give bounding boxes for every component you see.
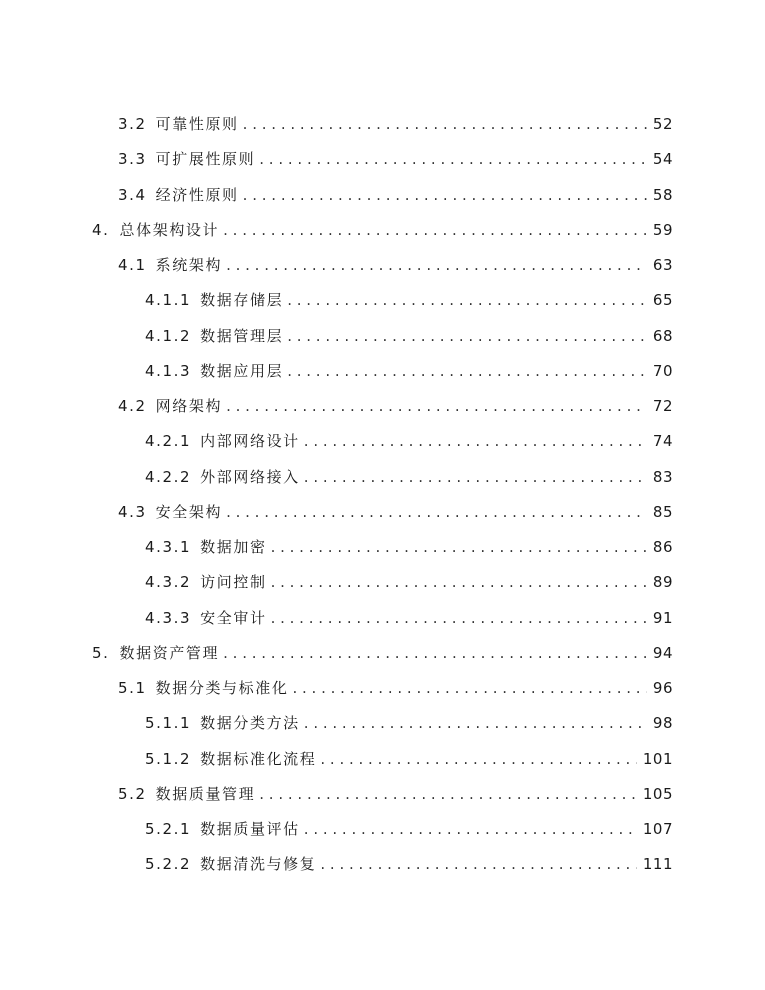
toc-entry[interactable] <box>0 283 765 318</box>
toc-entry-title: 可靠性原则 <box>155 115 239 133</box>
toc-entry-number: 3.3 <box>118 150 147 169</box>
toc-dot-leader <box>292 671 646 706</box>
toc-entry-number: 5.1 <box>118 679 147 697</box>
toc-entry[interactable] <box>0 460 765 495</box>
toc-page-number: 101 <box>642 749 673 768</box>
toc-entry-title: 数据分类与标准化 <box>155 679 289 697</box>
toc-entry-title: 数据分类方法 <box>200 714 300 733</box>
toc-entry-title: 外部网络接入 <box>200 467 300 486</box>
toc-entry-number: 5.1.2 <box>145 749 192 768</box>
toc-page-number: 65 <box>652 291 673 310</box>
toc-dot-leader <box>304 424 647 459</box>
toc-page-number: 59 <box>652 220 673 239</box>
toc-page-number: 86 <box>652 538 673 556</box>
toc-dot-leader <box>223 213 651 248</box>
toc-page-number: 70 <box>652 361 673 380</box>
toc-page-number: 72 <box>652 397 673 415</box>
toc-dot-leader <box>226 389 647 424</box>
toc-dot-leader <box>259 142 647 177</box>
toc-entry[interactable] <box>0 248 765 283</box>
toc-entry[interactable] <box>0 706 765 741</box>
toc-dot-leader <box>287 283 647 318</box>
toc-page-number: 68 <box>652 326 673 345</box>
toc-entry-number: 3.4 <box>118 185 147 204</box>
toc-entry-number: 4.2 <box>118 397 147 415</box>
toc-page-number: 85 <box>652 502 673 521</box>
toc-entry-number: 3.2 <box>118 115 147 133</box>
toc-dot-leader <box>304 460 647 495</box>
toc-entry-number: 4. <box>92 220 110 239</box>
toc-entry-title: 数据清洗与修复 <box>200 855 317 874</box>
toc-page-number: 63 <box>652 256 673 274</box>
toc-entry-title: 数据加密 <box>200 538 267 556</box>
toc-entry-number: 5.2 <box>118 784 147 803</box>
toc-entry-number: 5.2.1 <box>145 820 192 838</box>
toc-dot-leader <box>320 847 636 882</box>
toc-dot-leader <box>271 565 647 600</box>
toc-dot-leader <box>287 354 647 389</box>
toc-entry-number: 4.3 <box>118 502 147 521</box>
toc-entry-number: 4.1.1 <box>145 291 192 310</box>
toc-entry-number: 4.3.3 <box>145 608 192 627</box>
toc-page-number: 74 <box>652 432 673 451</box>
toc-entry-title: 数据应用层 <box>200 361 284 380</box>
toc-entry-title: 总体架构设计 <box>119 220 220 239</box>
toc-entry-number: 4.1 <box>118 256 147 274</box>
toc-dot-leader <box>243 107 647 142</box>
toc-entry-number: 5. <box>92 643 110 662</box>
toc-page-number: 94 <box>652 643 673 662</box>
toc-entry-number: 4.1.2 <box>145 326 192 345</box>
toc-page-number: 83 <box>652 467 673 486</box>
toc-entry[interactable] <box>0 847 765 882</box>
toc-dot-leader <box>259 777 637 812</box>
toc-page-number: 89 <box>652 573 673 592</box>
toc-entry[interactable] <box>0 565 765 600</box>
toc-entry-title: 访问控制 <box>200 573 267 592</box>
toc-entry[interactable] <box>0 495 765 530</box>
toc-entry[interactable] <box>0 354 765 389</box>
toc-entry-number: 4.3.1 <box>145 538 192 556</box>
toc-entry-title: 可扩展性原则 <box>155 150 256 169</box>
toc-page-number: 111 <box>642 855 673 874</box>
toc-page-number: 54 <box>652 150 673 169</box>
toc-entry-number: 4.1.3 <box>145 361 192 380</box>
toc-entry[interactable] <box>0 424 765 459</box>
toc-entry[interactable] <box>0 601 765 636</box>
toc-entry[interactable] <box>0 389 765 424</box>
toc-page-number: 52 <box>652 115 673 133</box>
toc-entry[interactable] <box>0 178 765 213</box>
toc-dot-leader <box>226 248 647 283</box>
toc-page-number: 91 <box>652 608 673 627</box>
toc-entry-title: 数据标准化流程 <box>200 749 317 768</box>
toc-entry[interactable] <box>0 142 765 177</box>
toc-page-number: 105 <box>642 784 673 803</box>
toc-entry[interactable] <box>0 742 765 777</box>
toc-entry[interactable] <box>0 671 765 706</box>
toc-entry-number: 5.1.1 <box>145 714 192 733</box>
toc-page-number: 98 <box>652 714 673 733</box>
toc-entry[interactable] <box>0 213 765 248</box>
toc-page-number: 96 <box>652 679 673 697</box>
toc-entry-title: 经济性原则 <box>155 185 239 204</box>
toc-dot-leader <box>271 601 647 636</box>
toc-entry-number: 4.2.1 <box>145 432 192 451</box>
toc-entry-number: 4.2.2 <box>145 467 192 486</box>
toc-entry-number: 4.3.2 <box>145 573 192 592</box>
toc-dot-leader <box>243 178 647 213</box>
toc-entry[interactable] <box>0 107 765 142</box>
toc-page-number: 107 <box>642 820 673 838</box>
toc-entry[interactable] <box>0 319 765 354</box>
toc-dot-leader <box>304 812 637 847</box>
toc-page-number: 58 <box>652 185 673 204</box>
toc-entry[interactable] <box>0 636 765 671</box>
toc-dot-leader <box>223 636 651 671</box>
toc-entry-title: 数据质量管理 <box>155 784 256 803</box>
toc-entry-title: 系统架构 <box>155 256 223 274</box>
toc-entry-title: 内部网络设计 <box>200 432 300 451</box>
table-of-contents <box>0 107 765 883</box>
toc-entry-title: 数据管理层 <box>200 326 284 345</box>
toc-entry[interactable] <box>0 812 765 847</box>
toc-entry-title: 数据存储层 <box>200 291 284 310</box>
toc-entry-title: 数据资产管理 <box>119 643 220 662</box>
toc-entry[interactable] <box>0 777 765 812</box>
toc-entry-number: 5.2.2 <box>145 855 192 874</box>
toc-dot-leader <box>271 530 647 565</box>
toc-dot-leader <box>304 706 647 741</box>
toc-entry-title: 数据质量评估 <box>200 820 300 838</box>
toc-dot-leader <box>226 495 647 530</box>
toc-entry-title: 网络架构 <box>155 397 223 415</box>
toc-entry-title: 安全审计 <box>200 608 267 627</box>
toc-dot-leader <box>320 742 636 777</box>
toc-dot-leader <box>287 319 647 354</box>
toc-entry-title: 安全架构 <box>155 502 223 521</box>
toc-entry[interactable] <box>0 530 765 565</box>
